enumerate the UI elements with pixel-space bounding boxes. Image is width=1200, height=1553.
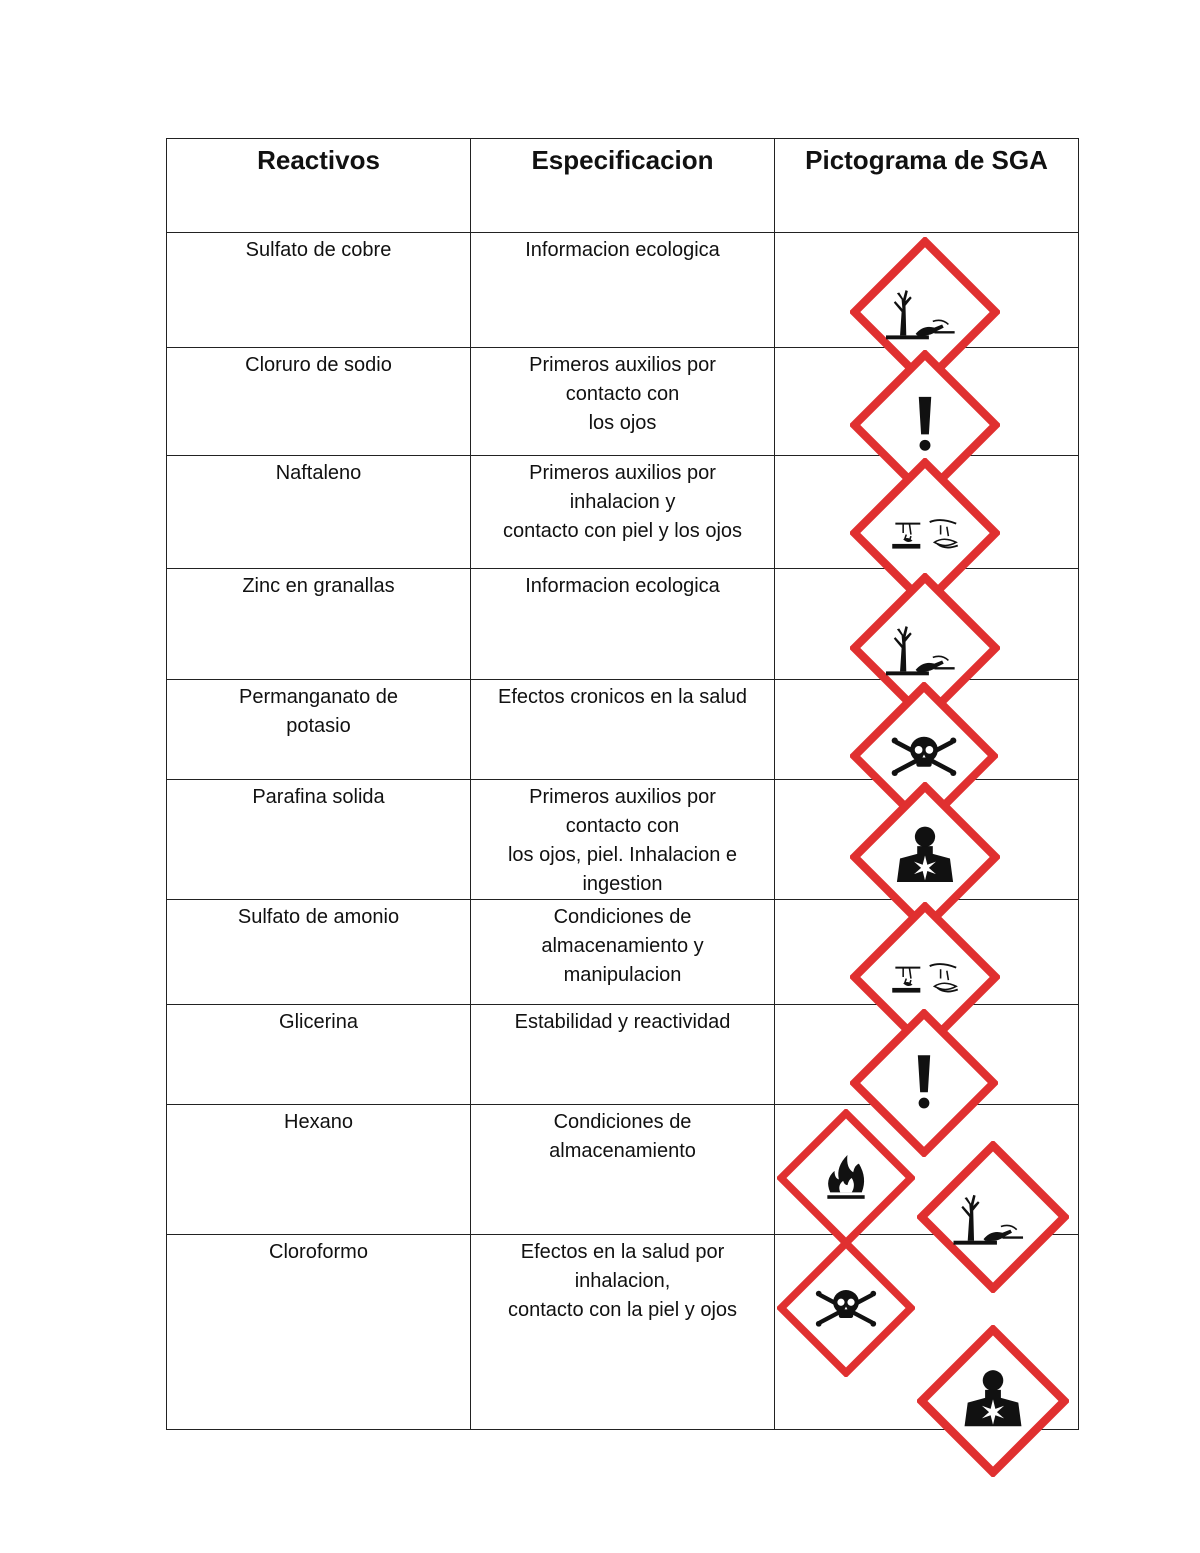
reactivo-cell-line: Parafina solida (252, 786, 385, 808)
especificacion-cell (471, 680, 775, 780)
especificacion-cell-line: inhalacion, (574, 1270, 671, 1292)
pictogram (777, 1109, 915, 1247)
reactivo-cell (167, 348, 471, 456)
especificacion-cell-line: ingestion (582, 873, 663, 895)
flame-icon (777, 1109, 915, 1247)
reactivo-cell (167, 780, 471, 900)
table-row (167, 1005, 1079, 1105)
table-row (167, 233, 1079, 348)
especificacion-cell-line: contacto con (565, 815, 680, 837)
sga-table (166, 138, 1079, 1430)
reactivo-cell-line: Naftaleno (275, 462, 362, 484)
health-hazard-icon (917, 1325, 1069, 1477)
reactivo-cell (167, 900, 471, 1005)
especificacion-cell-line: Informacion ecologica (525, 239, 720, 261)
especificacion-cell (471, 348, 775, 456)
table-row (167, 569, 1079, 680)
reactivo-cell-line: Sulfato de amonio (237, 906, 400, 928)
reactivo-cell (167, 1005, 471, 1105)
especificacion-cell-line: manipulacion (563, 964, 682, 986)
especificacion-cell-line: inhalacion y (569, 491, 676, 513)
header-reactivos: Reactivos (167, 139, 471, 233)
pictograma-cell (775, 456, 1079, 569)
pictograma-cell (775, 1105, 1079, 1235)
reactivo-cell-line: Permanganato de (238, 686, 398, 708)
header-pictograma: Pictograma de SGA (775, 139, 1079, 233)
table-row (167, 900, 1079, 1005)
pictogram (917, 1325, 1069, 1477)
pictograma-cell (775, 233, 1079, 348)
especificacion-cell-line: Efectos en la salud por (520, 1241, 725, 1263)
pictograma-cell (775, 569, 1079, 680)
especificacion-cell (471, 1005, 775, 1105)
reactivo-cell-line: potasio (286, 715, 351, 737)
pictograma-cell (775, 1235, 1079, 1430)
especificacion-cell-line: Primeros auxilios por (529, 786, 716, 808)
especificacion-cell-line: Informacion ecologica (525, 575, 720, 597)
pictograma-cell (775, 1005, 1079, 1105)
especificacion-cell-line: Primeros auxilios por (529, 354, 716, 376)
reactivo-cell-line: Zinc en granallas (242, 575, 395, 597)
especificacion-cell (471, 900, 775, 1005)
table-row (167, 456, 1079, 569)
reactivo-cell-line: Sulfato de cobre (245, 239, 392, 261)
reactivo-cell (167, 1235, 471, 1430)
especificacion-cell-line: Efectos cronicos en la salud (497, 686, 748, 708)
reactivo-cell (167, 569, 471, 680)
especificacion-cell-line: Condiciones de (553, 1111, 692, 1133)
reactivo-cell-line: Hexano (284, 1111, 353, 1133)
pictogram (777, 1239, 915, 1377)
skull-crossbones-icon (777, 1239, 915, 1377)
table-row (167, 780, 1079, 900)
header-row (167, 139, 1079, 233)
especificacion-cell (471, 1235, 775, 1430)
especificacion-cell (471, 456, 775, 569)
pictograma-cell (775, 780, 1079, 900)
reactivo-cell (167, 233, 471, 348)
pictograma-cell (775, 900, 1079, 1005)
reactivo-cell (167, 456, 471, 569)
especificacion-cell (471, 569, 775, 680)
reactivo-cell (167, 1105, 471, 1235)
especificacion-cell (471, 1105, 775, 1235)
especificacion-cell-line: almacenamiento y (541, 935, 704, 957)
reactivo-cell-line: Cloruro de sodio (245, 354, 392, 376)
table-row (167, 1105, 1079, 1235)
especificacion-cell (471, 233, 775, 348)
table-row (167, 1235, 1079, 1430)
especificacion-cell-line: Primeros auxilios por (529, 462, 716, 484)
especificacion-cell-line: Condiciones de (553, 906, 692, 928)
especificacion-cell-line: los ojos, piel. Inhalacion e (507, 844, 738, 866)
especificacion-cell-line: contacto con (565, 383, 680, 405)
table-row (167, 680, 1079, 780)
especificacion-cell-line: contacto con piel y los ojos (502, 520, 743, 542)
especificacion-cell-line: Estabilidad y reactividad (514, 1011, 731, 1033)
especificacion-cell-line: contacto con la piel y ojos (507, 1299, 738, 1321)
reactivo-cell-line: Glicerina (279, 1011, 358, 1033)
table-row (167, 348, 1079, 456)
header-especificacion: Especificacion (471, 139, 775, 233)
pictograma-cell (775, 680, 1079, 780)
pictograma-cell (775, 348, 1079, 456)
especificacion-cell (471, 780, 775, 900)
reactivo-cell (167, 680, 471, 780)
especificacion-cell-line: los ojos (588, 412, 657, 434)
especificacion-cell-line: almacenamiento (549, 1140, 696, 1162)
reactivo-cell-line: Cloroformo (269, 1241, 368, 1263)
